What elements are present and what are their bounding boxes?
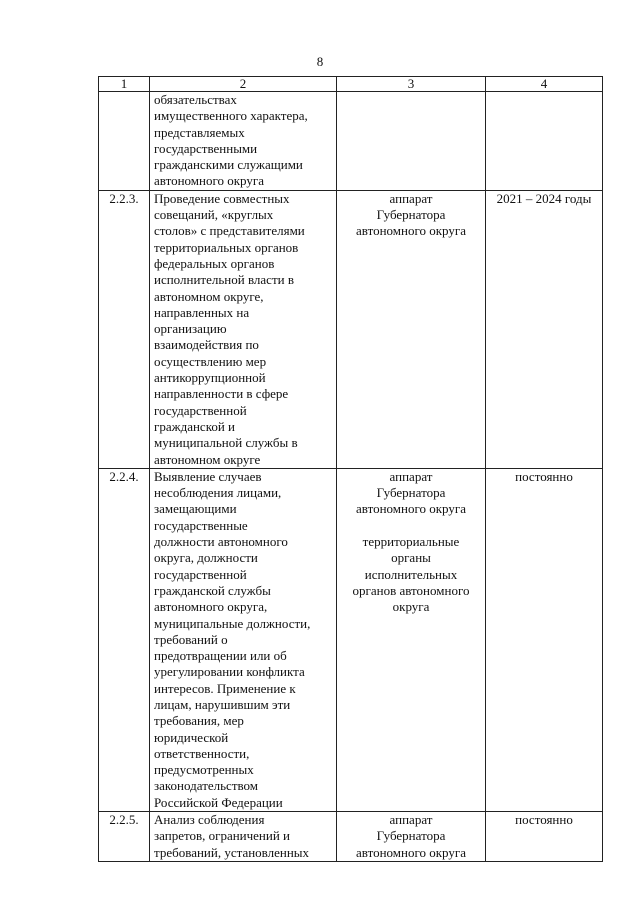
measures-table	[98, 76, 603, 862]
row-number: 2.2.3.	[99, 190, 150, 468]
row-term: постоянно	[486, 468, 603, 811]
table-row	[99, 468, 603, 811]
header-cell-2: 2	[150, 77, 337, 92]
row-term: постоянно	[486, 812, 603, 862]
row-executor-content: аппарат Губернатора автономного округа	[356, 190, 466, 239]
table-row	[99, 190, 603, 468]
row-executor	[337, 92, 486, 191]
table-row	[99, 92, 603, 191]
row-text	[150, 92, 337, 191]
header-cell-4: 4	[486, 77, 603, 92]
page-number: 8	[316, 54, 324, 69]
header-cell-1: 1	[99, 77, 150, 92]
row-executor-content: аппарат Губернатора автономного округа территориальные органы исполнительных органов автономного округа	[352, 468, 470, 615]
row-executor	[337, 812, 486, 862]
row-text-content: обязательствах имущественного характера, представляемых государственными гражданскими служащими автономного округа	[154, 92, 308, 189]
table-header-row	[99, 77, 603, 92]
row-text	[150, 468, 337, 811]
row-term	[486, 92, 603, 191]
row-executor	[337, 468, 486, 811]
header-cell-3: 3	[337, 77, 486, 92]
row-text-content: Проведение совместных совещаний, «круглых столов» с представителями территориальных органов федеральных органов исполнительной власти в автономном округе, направленных на организацию взаимодействия по осуществлению мер антикоррупционной направленности в сфере государственной гражданской и муниципальной службы в автономном округе	[154, 190, 305, 467]
row-executor	[337, 190, 486, 468]
row-executor-content: аппарат Губернатора автономного округа	[356, 812, 466, 860]
row-text	[150, 190, 337, 468]
row-number: 2.2.5.	[99, 812, 150, 862]
row-term: 2021 – 2024 годы	[486, 190, 603, 468]
table-row	[99, 812, 603, 862]
row-text	[150, 812, 337, 862]
row-number	[99, 92, 150, 191]
row-number: 2.2.4.	[99, 468, 150, 811]
row-text-content: Выявление случаев несоблюдения лицами, замещающими государственные должности автономного округа, должности государственной гражданской службы автономного округа, муниципальные должности, требований о предотвращении или об урегулировании конфликта интересов. Применение к лицам, нарушившим эти требования, мер юридической ответственности, предусмотренных законодательством Российской Федерации	[154, 468, 311, 810]
row-text-content: Анализ соблюдения запретов, ограничений и требований, установленных	[154, 812, 310, 860]
